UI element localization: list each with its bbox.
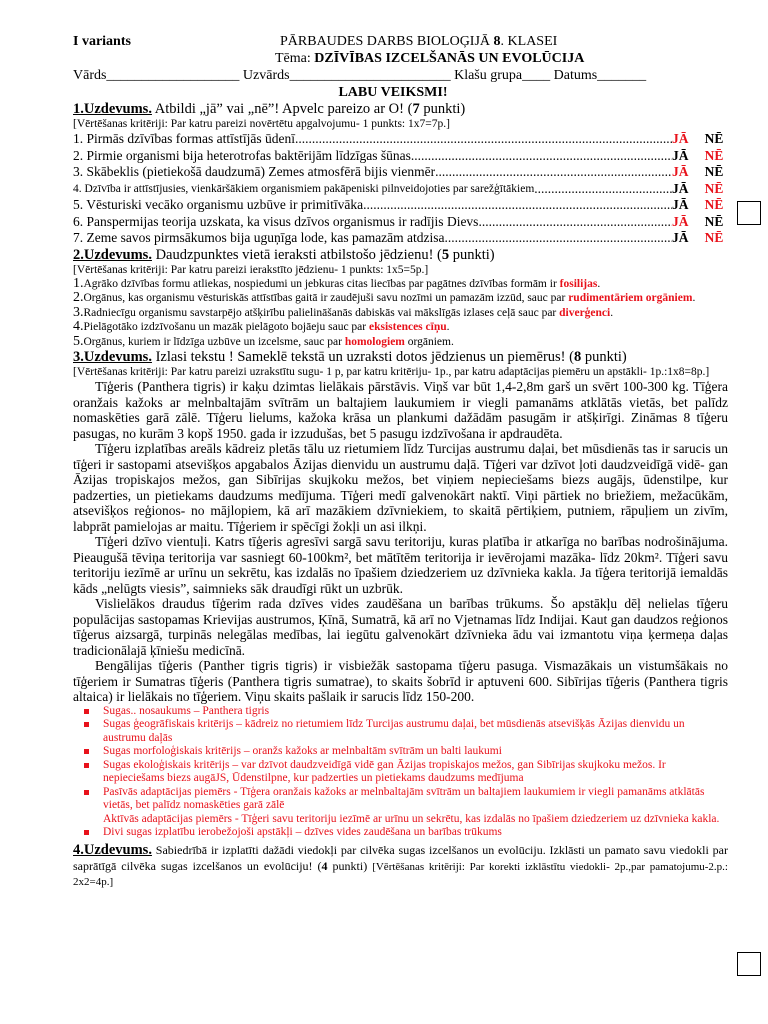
text-paragraph: Tīģeri dzīvo vientuļi. Katrs tīģeris agresīvi sargā savu teritoriju, kuras platība ir atkarīga no barības nodrošinājuma. Pieaugušā tēviņa teritorija var sasniegt 60-100km², bet mātītēm teritorija ir ievērojami mazāka- līdz 20km². Tīģeri savu teritoriju iezīmē ar urīnu un sekrētu, kas izdalās no īpašiem dziedzeriem uz dzīvnieka kakla. Ja tīģera teritorijā iemaldās kāds „nelūgts viesis”, saimnieks sāk draudīgi rūkt un uzbrūk. — [73, 534, 728, 596]
sentence-end: . — [597, 277, 601, 290]
answer-item: Sugas ģeogrāfiskais kritērijs – kādreiz no rietumiem līdz Turcijas austrumu daļai, bet mūsdienās atsevišķās Āzijas dienvidu un austrumu daļās — [103, 718, 728, 745]
sentence-number: 2. — [73, 290, 84, 305]
task3-text — [73, 379, 728, 705]
sentence-number: 5. — [73, 333, 84, 349]
text-paragraph: Tīģeris (Panthera tigris) ir kaķu dzimtas lielākais pārstāvis. Viņš var būt 1,4-2,8m garš un svērt 100-300 kg. Tīģera oranžais kažoks ar melnbaltajām svītrām un baltajiem laukumiem ir viegli pamanāms atklātās vietās, bet palīdz nomaskēties garā zālē. Tīģeru lielums, kažoka krāsa un plankumi dažādām pasugām ir atšķirīgi. Zināmas 8 tīģeru pasugas, no kurām 3 kopš 1950. gada ir izzudušas, bet 5 pasugu izdzīvošana ir apdraudēta. — [73, 379, 728, 441]
statement-text: 3. Skābeklis (pietiekošā daudzumā) Zemes atmosfērā bijis vienmēr — [73, 164, 436, 179]
answer-ne[interactable]: NĒ — [704, 213, 724, 229]
answer-ja[interactable]: JĀ — [672, 147, 689, 163]
answer-ne[interactable]: NĒ — [704, 147, 724, 163]
sentence-text: Pielāgotāko izdzīvošanu un mazāk pielāgoto bojāeju sauc par — [83, 321, 369, 333]
answer-ja[interactable]: JĀ — [672, 197, 689, 212]
answer-ja[interactable]: JĀ — [672, 131, 689, 146]
task1-statements — [73, 131, 728, 247]
text-paragraph: Vislielākos draudus tīģerim rada dzīves vides zaudēšana un barības trūkums. Šo apstākļu dēļ nelielas tīģeru populācijas sastopamas Krievijas austrumos, Ķīnā, Sumatrā, kā arī no Vjetnamas līdz Indijai. Kaut gan daudzos reģionos tīģerus aizsargā, turpinās nelegālas medības, lai iegūtu galvenokārt dzīvnieka ādu vai izmantotu viņa ķermeņa daļas tradicionālajā ķīniešu medicīnā. — [73, 596, 728, 658]
leader-dots — [534, 181, 672, 198]
statement-row — [73, 214, 728, 231]
task2-heading: 2.Uzdevums. Daudzpunktes vietā ieraksti atbilstošo jēdzienu! (5 punkti) — [73, 246, 495, 263]
answer-ne[interactable]: NĒ — [704, 131, 724, 146]
sentence-number: 3. — [73, 304, 84, 320]
leader-dots — [478, 214, 672, 231]
task3-criteria: [Vērtēšanas kritēriji: Par katru pareizi uzrakstītu sugu- 1 p, par katru kritēriju- 1p., par katru adaptācijas piemēru un apstākli- 1p.:1x8=8p.] — [73, 366, 710, 378]
sentence-end: orgāniem. — [404, 335, 454, 348]
task1-heading: 1.Uzdevums. Atbildi „jā” vai „nē”! Apvelc pareizo ar O! (7 punkti) — [73, 101, 466, 117]
sentence-text: Orgānus, kuriem ir līdzīga uzbūve un izcelsme, sauc par — [83, 335, 345, 348]
fill-sentence — [73, 335, 728, 350]
task1-criteria: [Vērtēšanas kritēriji: Par katru pareizi novērtētu apgalvojumu- 1 punkts: 1x7=7p.] — [73, 118, 450, 130]
answer-item: Sugas ekoloģiskais kritērijs – var dzīvot daudzveidīgā vidē gan Āzijas tropiskajos mežos, gan Sibīrijas skujkoku mežos. Ir nepieciešams biezs augāJS, Ūdenstilpne, kur padzerties un pietiekams daudzums medījuma — [103, 759, 728, 786]
leader-dots — [363, 197, 672, 214]
name-fields: Vārds___________________ Uzvārds_______________________ Klašu grupa____ Datums_______ — [73, 68, 647, 83]
worksheet — [73, 33, 728, 889]
sentence-end: . — [692, 292, 696, 304]
answer-ja[interactable]: JĀ — [672, 164, 689, 179]
sentence-end: . — [610, 306, 614, 319]
fill-sentence — [73, 277, 728, 292]
answer-ne[interactable]: NĒ — [704, 164, 724, 179]
statement-row — [73, 131, 728, 148]
statement-text: 2. Pirmie organismi bija heterotrofas baktērijām līdzīgas šūnas — [73, 147, 411, 163]
answer-item: Sugas.. nosaukums – Panthera tigris — [103, 705, 728, 719]
sentence-text: Agrāko dzīvības formu atliekas, nospiedumi un jebkuras citas liecības par pagātnes dzīvības formām ir — [83, 277, 560, 290]
statement-row — [73, 164, 728, 181]
answer-ja[interactable]: JĀ — [672, 230, 689, 245]
leader-dots — [445, 230, 672, 247]
statement-text: 5. Vēsturiski vecāko organismu uzbūve ir primitīvāka — [73, 197, 364, 212]
leader-dots — [411, 148, 672, 165]
task3-answers — [73, 705, 728, 840]
filled-answer[interactable]: homologiem — [344, 335, 405, 348]
sentence-text: Orgānus, kas organismu vēsturiskās attīstības gaitā ir zaudējuši savu nozīmi un pamazām izzūd, sauc par — [83, 292, 569, 304]
sentence-end: . — [446, 321, 450, 333]
statement-text: 6. Panspermijas teorija uzskata, ka visus dzīvos organismus ir radījis Dievs — [73, 213, 479, 229]
header-line — [73, 33, 728, 50]
sentence-text: Radniecīgu organismu savstarpējo atšķirību palielināšanās dabiskās vai mākslīgās izlases ceļā sauc par — [83, 306, 560, 319]
statement-text: 4. Dzīvība ir attīstījusies, vienkāršākiem organismiem pakāpeniski pilnveidojoties par sarežģītākiem — [73, 182, 535, 195]
task2-criteria: [Vērtēšanas kritēriji: Par katru pareizi ierakstīto jēdzienu- 1 punkts: 1x5=5p.] — [73, 263, 429, 276]
good-luck: LABU VEIKSMI! — [338, 85, 448, 100]
page-title: PĀRBAUDES DARBS BIOLOĢIJĀ 8. KLASEI — [280, 34, 558, 49]
leader-dots — [295, 131, 672, 148]
score-box-1[interactable] — [737, 201, 761, 225]
answer-ne[interactable]: NĒ — [704, 197, 724, 212]
variant-label: I variants — [73, 34, 131, 49]
sentence-number: 1. — [73, 275, 84, 291]
statement-row — [73, 148, 728, 165]
answer-ne[interactable]: NĒ — [704, 230, 724, 245]
fill-sentence — [73, 291, 728, 306]
fill-sentence — [73, 320, 728, 335]
answer-item: Aktīvās adaptācijas piemērs - Tīģeri savu teritoriju iezīmē ar urīnu un sekrētu, kas izdalās no īpašiem dziedzeriem uz dzīvnieka kakla. — [103, 812, 720, 825]
statement-row — [73, 197, 728, 214]
answer-item: Sugas morfoloģiskais kritērijs – oranžs kažoks ar melnbaltām svītrām un balti laukumi — [103, 745, 728, 759]
text-paragraph: Tīģeru izplatības areāls kādreiz pletās tālu uz rietumiem līdz Turcijas austrumu daļai, bet mūsdienās tas ir sarucis un tīģeri ir sastopami atsevišķos apgabalos Āzijas dienvidu un austrumu daļā. Tīģeri var dzīvot ļoti daudzveidīgā vidē- gan Āzijas tropiskajos mežos, gan Sibīrijas skujkoku mežos, bet viņiem nepieciešams biezs augājs, ūdenstilpe, kur padzerties, un pietiekams daudzums medījuma. Tīģeri medī galvenokārt naktī. Viņi pārtiek no briežiem, mežacūkām, atsevišķos reģionos- no mājlopiem, kā arī mazākiem dzīvniekiem, to skaitā pērtiķiem, putniem, rāpuļiem un zivīm, labprāt pamielojas ar maitu. Tīģeriem ir spēcīgi žokļi un asi ilkņi. — [73, 441, 728, 534]
filled-answer[interactable]: fosilijas — [559, 277, 598, 290]
task3-heading: 3.Uzdevums. Izlasi tekstu ! Sameklē tekstā un uzraksti dotos jēdzienus un piemērus! (8 punkti) — [73, 349, 627, 365]
filled-answer[interactable]: diverģenci — [559, 306, 611, 319]
score-box-2[interactable] — [737, 952, 761, 976]
leader-dots — [435, 164, 672, 181]
answer-ja[interactable]: JĀ — [672, 213, 689, 229]
task4: 4.Uzdevums. Sabiedrībā ir izplatīti dažādi viedokļi par cilvēka sugas izcelšanos un evolūciju. Izklāsti un pamato savu viedokli par saprātīgā cilvēka sugas izcelšanos un evolūciju! (4 punkti) [Vērtēšanas kritēriji: Par korekti izklāstītu viedokli- 2p.,par pamatojumu-2.p.: 2x2=4p.] — [73, 841, 728, 888]
statement-text: 7. Zeme savos pirmsākumos bija uguņīga lode, kas pamazām atdzisa — [73, 230, 445, 245]
answer-ja[interactable]: JĀ — [672, 180, 689, 196]
filled-answer[interactable]: eksistences cīņu — [369, 321, 447, 333]
fill-sentence — [73, 306, 728, 321]
text-paragraph: Bengālijas tīģeris (Panther tigris tigris) ir visbiežāk sastopama tīģeru pasuga. Vismazākais un vistumšākais no tīģeriem ir Sumatras tīģeris (Panthera tigris sumatrae), to skaits šobrīd ir aptuveni 600. Sibīrijas tīģeris (Panthera tigris altaica) ir lielākais no tīģeriem. Viņu skaits pašlaik ir sarucis līdz 150-200. — [73, 658, 728, 704]
statement-row — [73, 181, 728, 198]
statement-text: 1. Pirmās dzīvības formas attīstījās ūdenī — [73, 131, 295, 146]
answer-item: Divi sugas izplatību ierobežojoši apstākļi – dzīves vides zaudēšana un barības trūkums — [103, 826, 728, 840]
filled-answer[interactable]: rudimentāriem orgāniem — [568, 292, 693, 304]
answer-ne[interactable]: NĒ — [704, 180, 724, 196]
topic-line: Tēma: DZĪVĪBAS IZCELŠANĀS UN EVOLŪCIJA — [275, 51, 585, 66]
sentence-number: 4. — [73, 319, 84, 334]
task2-sentences — [73, 277, 728, 350]
answer-item: Pasīvās adaptācijas piemērs - Tīģera oranžais kažoks ar melnbaltajām svītrām un baltajiem laukumiem ir viegli pamanāms atklātās vietās, bet palīdz nomaskēties garā zālē — [103, 786, 728, 813]
statement-row — [73, 230, 728, 247]
